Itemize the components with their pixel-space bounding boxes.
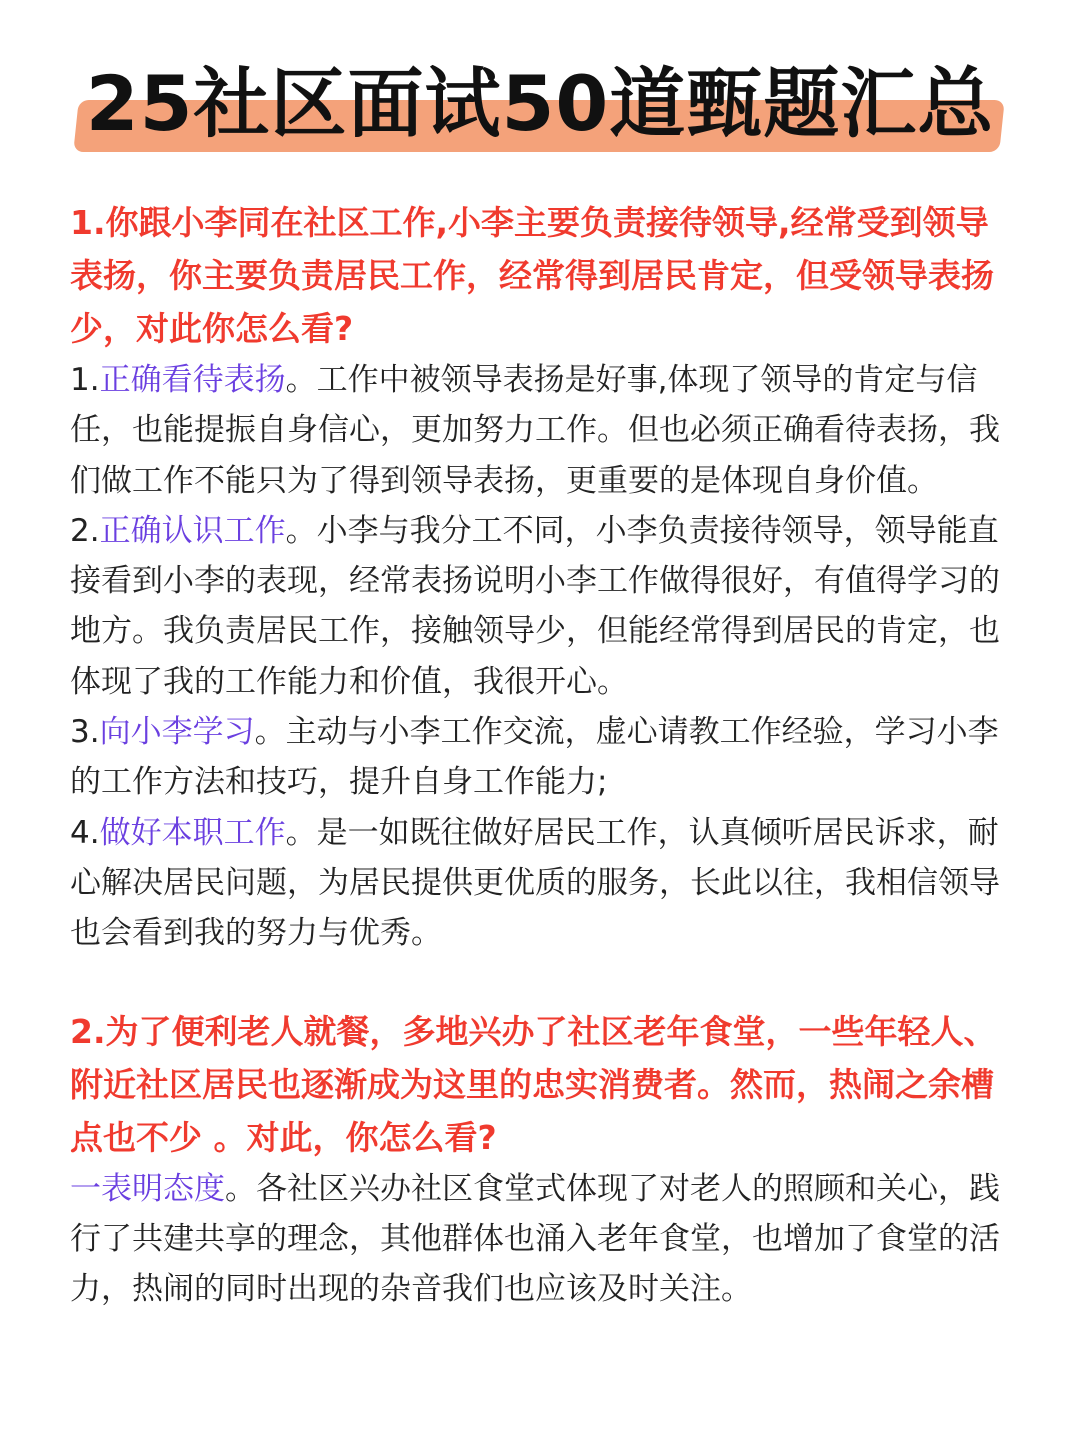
point-number: 4.	[70, 814, 100, 851]
answer-point-4	[70, 808, 1016, 959]
title-banner	[0, 50, 1080, 160]
point-text: 。主动与小李工作交流，虚心请教工作经验，学习小李的工作方法和技巧，提升自身工作能力;	[70, 714, 999, 801]
answer-point-2	[70, 506, 1016, 707]
point-keyword: 向小李学习	[99, 714, 255, 751]
answer-point-5	[70, 1164, 1016, 1315]
point-keyword: 一表明态度	[70, 1170, 225, 1207]
question-2: 2.为了便利老人就餐，多地兴办了社区老年食堂，一些年轻人、附近社区居民也逐渐成为这里的忠实消费者。然而，热闹之余槽点也不少 。对此，你怎么看?	[70, 1011, 997, 1157]
point-number: 2.	[70, 512, 100, 549]
article-body	[70, 196, 1016, 1314]
question-1: 1.你跟小李同在社区工作,小李主要负责接待领导,经常受到领导表扬，你主要负责居民工作，经常得到居民肯定，但受领导表扬少，对此你怎么看?	[70, 203, 994, 348]
point-number: 3.	[70, 714, 100, 751]
point-text: 。各社区兴办社区食堂式体现了对老人的照顾和关心，践行了共建共享的理念，其他群体也涌入老年食堂，也增加了食堂的活力，热闹的同时出现的杂音我们也应该及时关注。	[70, 1170, 1000, 1308]
point-keyword: 正确认识工作	[99, 512, 286, 549]
answer-point-1	[70, 355, 1016, 506]
point-text: 。工作中被领导表扬是好事,体现了领导的肯定与信任，也能提振自身信心，更加努力工作。但也必须正确看待表扬，我们做工作不能只为了得到领导表扬，更重要的是体现自身价值。	[70, 362, 1000, 499]
point-number: 1.	[70, 362, 100, 398]
page-title: 25社区面试50道甄题汇总	[85, 59, 995, 148]
point-keyword: 做好本职工作	[99, 814, 286, 851]
answer-point-3	[70, 707, 1016, 808]
section-divider	[70, 959, 1016, 1005]
point-text: 。是一如既往做好居民工作，认真倾听居民诉求，耐心解决居民问题，为居民提供更优质的服务，长此以往，我相信领导也会看到我的努力与优秀。	[70, 814, 1000, 952]
point-text: 。小李与我分工不同，小李负责接待领导，领导能直接看到小李的表现，经常表扬说明小李工作做得很好，有值得学习的地方。我负责居民工作，接触领导少，但能经常得到居民的肯定，也体现了我的工作能力和价值，我很开心。	[70, 512, 1000, 700]
point-keyword: 正确看待表扬	[99, 362, 286, 398]
